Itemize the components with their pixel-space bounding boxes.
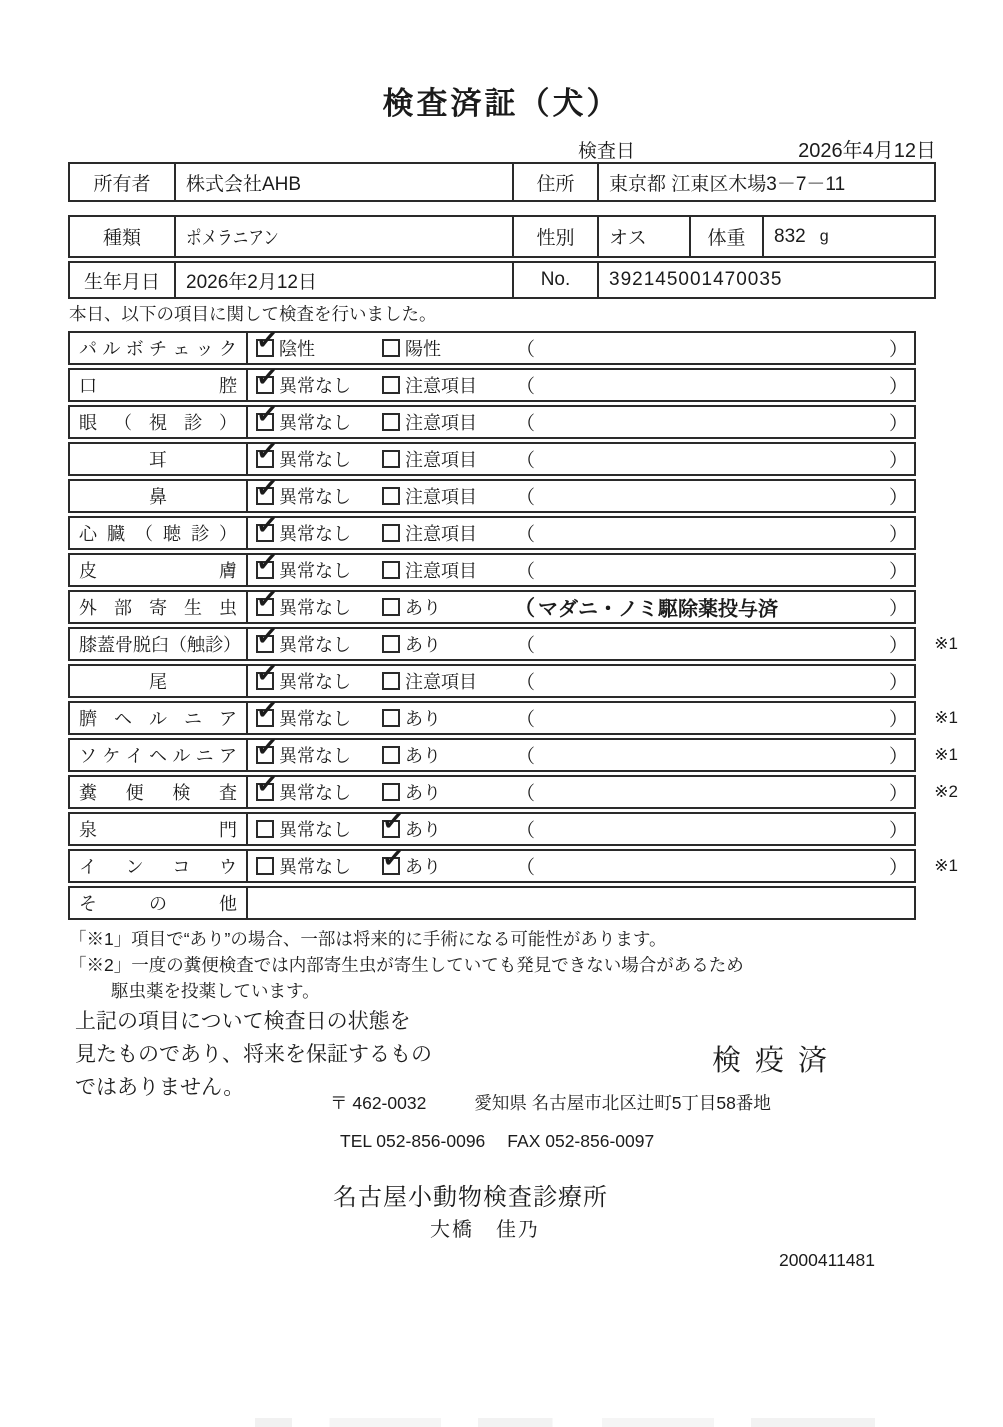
row-footnote-mark: ※1 <box>934 856 958 875</box>
checkbox-option <box>256 520 351 546</box>
paren-open: （ <box>514 597 535 620</box>
row-label: パ ル ボ チ ェ ッ ク <box>70 333 248 363</box>
checkbox-option <box>382 520 477 546</box>
paren-open: （ <box>516 857 536 879</box>
checkbox-option <box>256 779 351 805</box>
postal-code: 〒 462-0032 <box>330 1093 427 1113</box>
checkbox[interactable] <box>256 857 274 875</box>
paren-open: （ <box>516 487 536 509</box>
table-row <box>68 331 916 365</box>
row-content <box>248 444 914 474</box>
veterinarian-name: 大橋 佳乃 <box>430 1219 540 1241</box>
checkbox[interactable] <box>382 709 400 727</box>
paren-open: （ <box>516 672 536 694</box>
option-label: 異常なし <box>279 561 351 581</box>
row-footnote-mark: ※1 <box>934 708 958 727</box>
footnotes <box>69 926 744 1004</box>
checkbox[interactable] <box>256 524 274 542</box>
row-label: 臍 ヘ ル ニ ア <box>70 703 248 733</box>
footnote-1: 「※1」項目で“あり”の場合、一部は将来的に手術になる可能性があります。 <box>69 929 667 949</box>
row-content <box>248 740 914 770</box>
row-label: 糞 便 検 査 <box>70 777 248 807</box>
paren-open: （ <box>516 820 536 842</box>
paren-close: ） <box>888 450 908 472</box>
checkbox-option <box>382 668 477 694</box>
paren-close: ） <box>888 857 908 879</box>
checkbox[interactable] <box>256 339 274 357</box>
checkbox[interactable] <box>256 598 274 616</box>
option-label: 異常なし <box>279 709 351 729</box>
option-label: 陰性 <box>279 339 315 359</box>
paren-close: ） <box>888 487 908 509</box>
checkbox-option <box>382 742 441 768</box>
option-label: 注意項目 <box>405 376 477 396</box>
table-row <box>68 775 958 809</box>
weight-unit: g <box>819 227 829 245</box>
paren-close: ） <box>888 820 908 842</box>
clinic-tel: TEL 052-856-0096 <box>340 1131 486 1151</box>
option-label: あり <box>405 746 441 766</box>
table-row <box>68 886 916 920</box>
inspection-date-value: 2026年4月12日 <box>798 140 936 162</box>
checkbox-option <box>256 372 351 398</box>
row-content <box>248 370 914 400</box>
table-row <box>68 553 916 587</box>
checklist-table <box>68 331 958 923</box>
option-label: あり <box>405 709 441 729</box>
paren-close: ） <box>888 598 908 620</box>
owner-label: 所有者 <box>93 173 151 195</box>
checkbox-option <box>382 409 477 435</box>
option-label: 注意項目 <box>405 487 477 507</box>
species-value: ポメラニアン <box>174 217 512 256</box>
paren-close: ） <box>888 672 908 694</box>
clinic-name: 名古屋小動物検査診療所 <box>333 1184 608 1211</box>
inspection-date-label: 検査日 <box>578 141 636 162</box>
paren-close: ） <box>888 746 908 768</box>
option-label: あり <box>405 598 441 618</box>
checkbox-option <box>382 853 441 879</box>
row-content <box>248 629 914 659</box>
paren-open: （ <box>516 376 536 398</box>
checkbox[interactable] <box>382 487 400 505</box>
clinic-address-line <box>330 1090 771 1115</box>
birthdate-label: 生年月日 <box>83 271 160 293</box>
checkbox[interactable] <box>382 783 400 801</box>
checkbox[interactable] <box>256 635 274 653</box>
quarantine-stamp: 検疫済 <box>712 1045 842 1077</box>
checkbox[interactable] <box>382 820 400 838</box>
clinic-contact-line <box>340 1131 654 1152</box>
paren-close: ） <box>888 413 908 435</box>
row-content <box>248 592 914 622</box>
row-footnote-mark: ※1 <box>934 745 958 764</box>
paren-open: （ <box>516 635 536 657</box>
paren-close: ） <box>888 561 908 583</box>
option-label: 注意項目 <box>405 450 477 470</box>
option-label: 異常なし <box>279 376 351 396</box>
checkbox[interactable] <box>256 820 274 838</box>
footnote-2-line2: 駆虫薬を投薬しています。 <box>111 981 320 1001</box>
paren-close: ） <box>888 339 908 361</box>
checkbox-option <box>256 631 351 657</box>
table-row <box>68 738 958 772</box>
checkbox-option <box>256 594 351 620</box>
checkbox[interactable] <box>256 413 274 431</box>
row-label: 耳 <box>70 444 248 474</box>
checkbox-option <box>256 446 351 472</box>
paren-open: （ <box>516 339 536 361</box>
owner-value: 株式会社AHB <box>174 164 512 200</box>
checkbox-option <box>256 668 351 694</box>
owner-table <box>68 162 936 202</box>
checkbox-option <box>256 409 351 435</box>
checkbox-option <box>382 335 441 361</box>
address-value: 東京都 江東区木場3－7－11 <box>597 164 934 200</box>
row-label: そ の 他 <box>70 888 248 918</box>
checklist-intro: 本日、以下の項目に関して検査を行いました。 <box>69 304 437 324</box>
row-label: 尾 <box>70 666 248 696</box>
checkbox-option <box>382 446 477 472</box>
checkbox[interactable] <box>382 598 400 616</box>
checkbox[interactable] <box>256 376 274 394</box>
checkbox[interactable] <box>382 857 400 875</box>
sex-label: 性別 <box>512 217 597 256</box>
paren-open: （ <box>516 524 536 546</box>
checkbox[interactable] <box>382 746 400 764</box>
paren-close: ） <box>888 635 908 657</box>
row-footnote-mark: ※2 <box>934 782 958 801</box>
species-label: 種類 <box>102 228 141 249</box>
table-row <box>68 849 958 883</box>
option-label: 異常なし <box>279 413 351 433</box>
checkbox-option <box>382 557 477 583</box>
row-content <box>248 555 914 585</box>
option-label: あり <box>405 820 441 840</box>
paren-close: ） <box>888 709 908 731</box>
disclaimer-statement: 上記の項目について検査日の状態を 見たものであり、将来を保証するもの ではありません。 <box>75 1010 432 1099</box>
birthdate-value: 2026年2月12日 <box>174 263 512 297</box>
paren-open: （ <box>516 783 536 805</box>
table-row <box>68 442 916 476</box>
option-label: あり <box>405 857 441 877</box>
row-footnote-mark: ※1 <box>934 634 958 653</box>
footnote-2-line1: 「※2」一度の糞便検査では内部寄生虫が寄生していても発見できない場合があるため <box>69 955 744 975</box>
no-value: 392145001470035 <box>597 263 934 297</box>
option-label: 異常なし <box>279 450 351 470</box>
option-label: 異常なし <box>279 524 351 544</box>
option-label: 異常なし <box>279 672 351 692</box>
option-label: 陽性 <box>405 339 441 359</box>
page-title: 検査済証（犬） <box>382 86 621 121</box>
table-row <box>68 701 958 735</box>
checkbox-option <box>256 816 351 842</box>
option-label: 注意項目 <box>405 672 477 692</box>
row-content <box>248 333 914 363</box>
row-label: 心 臓 （ 聴 診 ） <box>70 518 248 548</box>
checkbox[interactable] <box>382 339 400 357</box>
option-label: あり <box>405 635 441 655</box>
option-label: あり <box>405 783 441 803</box>
row-content <box>248 666 914 696</box>
option-label: 異常なし <box>279 857 351 877</box>
option-label: 注意項目 <box>405 524 477 544</box>
table-row <box>68 405 916 439</box>
table-row <box>68 590 916 624</box>
option-label: 異常なし <box>279 487 351 507</box>
paren-open: （ <box>516 413 536 435</box>
option-label: 注意項目 <box>405 561 477 581</box>
row-content <box>248 703 914 733</box>
paren-open: （ <box>516 709 536 731</box>
row-content <box>248 888 914 918</box>
paren-open: （ <box>516 746 536 768</box>
paren-close: ） <box>888 783 908 805</box>
row-content <box>248 814 914 844</box>
row-content <box>248 407 914 437</box>
scan-artifact <box>255 1418 875 1427</box>
row-label: 皮 膚 <box>70 555 248 585</box>
table-row <box>68 812 916 846</box>
row-label: 外 部 寄 生 虫 <box>70 592 248 622</box>
checkbox-option <box>382 594 441 620</box>
option-label: 異常なし <box>279 783 351 803</box>
row-label: 泉 門 <box>70 814 248 844</box>
table-row <box>68 368 916 402</box>
row-content <box>248 851 914 881</box>
checkbox-option <box>382 483 477 509</box>
table-row <box>68 479 916 513</box>
checkbox-option <box>256 335 315 361</box>
row-label: 鼻 <box>70 481 248 511</box>
checkbox-option <box>382 631 441 657</box>
no-label: No. <box>512 263 597 297</box>
row-content <box>248 518 914 548</box>
table-row <box>68 664 916 698</box>
checkbox-option <box>382 705 441 731</box>
checkbox-option <box>382 816 441 842</box>
checkbox-option <box>382 372 477 398</box>
address-label: 住所 <box>512 164 597 200</box>
row-content <box>248 777 914 807</box>
animal-table-row <box>68 215 936 258</box>
row-label: 眼 （ 視 診 ） <box>70 407 248 437</box>
checkbox-option <box>256 705 351 731</box>
paren-value: マダニ・ノミ駆除薬投与済 <box>538 598 778 621</box>
birthdate-table-row <box>68 261 936 299</box>
row-label: ソ ケ イ ヘ ル ニ ア <box>70 740 248 770</box>
checkbox-option <box>382 779 441 805</box>
paren-close: ） <box>888 376 908 398</box>
option-label: 異常なし <box>279 598 351 618</box>
table-row <box>68 627 958 661</box>
checkbox[interactable] <box>382 413 400 431</box>
option-label: 注意項目 <box>405 413 477 433</box>
checkbox-option <box>256 742 351 768</box>
table-row <box>68 516 916 550</box>
row-label: 膝 蓋 骨 脱 臼 （ 触 診 ） <box>70 629 248 659</box>
option-label: 異常なし <box>279 820 351 840</box>
checkbox[interactable] <box>382 450 400 468</box>
checkbox[interactable] <box>256 709 274 727</box>
row-label: 口 腔 <box>70 370 248 400</box>
checkbox[interactable] <box>256 487 274 505</box>
checkbox-option <box>256 557 351 583</box>
clinic-fax: FAX 052-856-0097 <box>507 1131 655 1151</box>
weight-value: 832 g <box>762 217 934 256</box>
checkbox[interactable] <box>256 783 274 801</box>
checkbox[interactable] <box>382 561 400 579</box>
row-label: イ ン コ ウ <box>70 851 248 881</box>
option-label: 異常なし <box>279 746 351 766</box>
checkbox[interactable] <box>256 450 274 468</box>
weight-label: 体重 <box>689 217 762 256</box>
checkbox[interactable] <box>256 561 274 579</box>
row-content <box>248 481 914 511</box>
checkbox[interactable] <box>256 746 274 764</box>
checkbox-option <box>256 483 351 509</box>
document-number: 2000411481 <box>778 1250 875 1270</box>
checkbox[interactable] <box>382 376 400 394</box>
checkbox[interactable] <box>382 672 400 690</box>
paren-close: ） <box>888 524 908 546</box>
sex-value: オス <box>597 217 689 256</box>
paren-open: （ <box>516 561 536 583</box>
option-label: 異常なし <box>279 635 351 655</box>
clinic-address: 愛知県 名古屋市北区辻町5丁目58番地 <box>474 1093 771 1113</box>
checkbox[interactable] <box>382 635 400 653</box>
paren-open: （ <box>516 450 536 472</box>
checkbox-option <box>256 853 351 879</box>
checkbox[interactable] <box>256 672 274 690</box>
checkbox[interactable] <box>382 524 400 542</box>
